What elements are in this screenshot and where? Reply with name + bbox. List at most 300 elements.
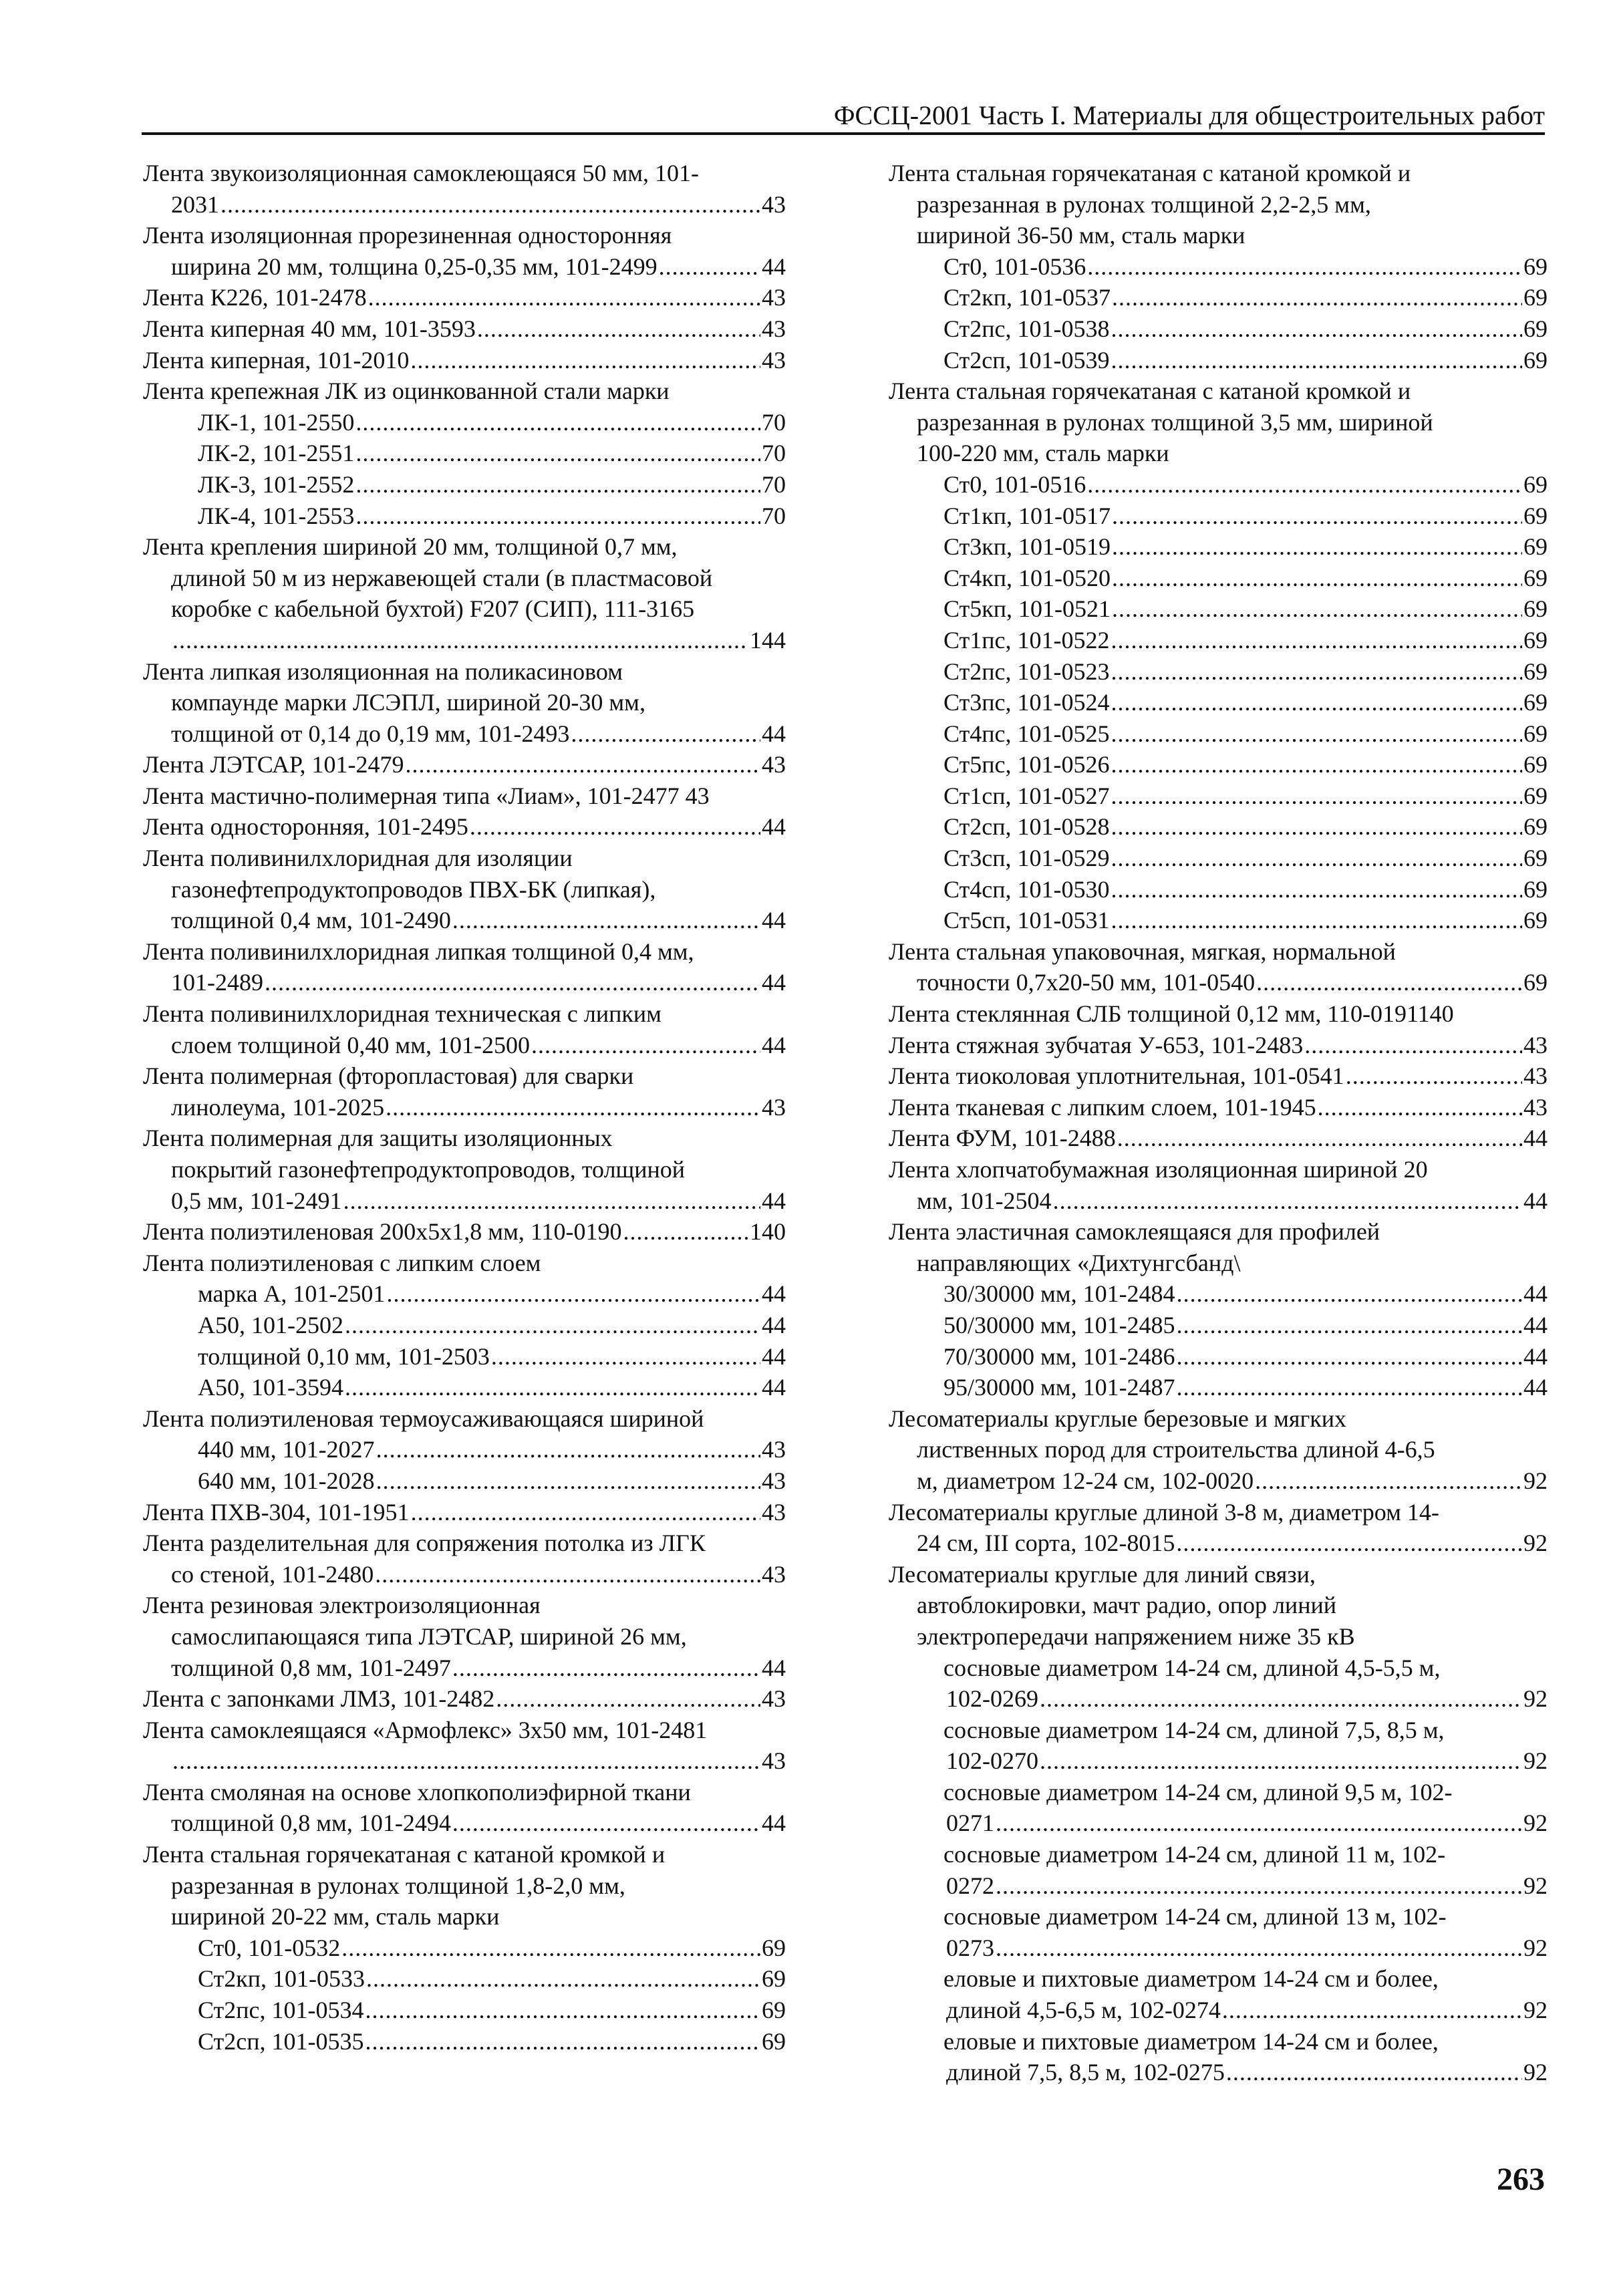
index-entry-text: Лента самоклеящаяся «Армофлекс» 3х50 мм, 101-2481 [143,1716,708,1743]
index-page-ref: 92 [1523,1997,1548,2024]
index-entry-text: Лента ПХВ-304, 101-1951 [143,1498,410,1526]
index-page-ref: 69 [1523,470,1548,498]
index-entry-text: длиной 50 м из нержавеющей стали (в пластмасовой [171,564,713,591]
index-line [143,1341,786,1373]
index-line [143,1932,786,1964]
index-line [143,1995,786,2026]
index-entry-text: Ст3сп, 101-0529 [943,845,1110,872]
dot-leader [345,1372,760,1403]
index-line [889,1030,1548,1061]
index-line [889,1310,1548,1341]
index-entry-text: Лента смоляная на основе хлопкополиэфирной ткани [143,1778,691,1806]
index-page-ref: 69 [1523,346,1548,374]
dot-leader [1111,780,1522,812]
index-line [143,469,786,500]
dot-leader [1177,1278,1522,1310]
dot-leader [265,967,760,998]
index-entry-text: Лента полимерная для защиты изоляционных [143,1125,613,1152]
index-entry-text: сосновые диаметром 14-24 см, длиной 9,5 м, 102- [943,1778,1453,1806]
index-line [143,1092,786,1123]
dot-leader [1111,625,1522,656]
index-line [889,1901,1548,1932]
index-entry-text: Лента полимерная (фторопластовая) для сварки [143,1062,634,1090]
index-line [889,563,1548,594]
index-entry-text: Лента тканевая с липким слоем, 101-1945 [889,1093,1316,1121]
dot-leader [531,1030,760,1061]
index-entry-text: Лента полиэтиленовая 200х5х1,8 мм, 110-0190 [143,1218,622,1246]
index-line [143,1310,786,1341]
index-line [889,1715,1548,1746]
index-entry-text: Лесоматериалы круглые для линий связи, [889,1560,1316,1588]
index-line [143,656,786,688]
index-entry-text: Ст1сп, 101-0527 [943,782,1110,809]
dot-leader [345,1310,760,1341]
index-line [143,967,786,998]
index-entry-text: ширина 20 мм, толщина 0,25-0,35 мм, 101-2499 [171,253,658,280]
index-entry-text: ЛК-4, 101-2553 [198,502,355,529]
index-line [143,1248,786,1279]
index-entry-text: 2031 [171,190,219,218]
index-entry-text: слоем толщиной 0,40 мм, 101-2500 [171,1031,530,1058]
index-entry-text: 30/30000 мм, 101-2484 [943,1280,1175,1308]
index-entry-text: Ст2пс, 101-0534 [198,1997,364,2024]
index-entry-text: Ст1пс, 101-0522 [943,626,1110,654]
dot-leader [1111,687,1522,718]
dot-leader [1111,345,1522,376]
index-entry-text: сосновые диаметром 14-24 см, длиной 7,5, 8,5 м, [943,1716,1445,1743]
index-line [143,1808,786,1839]
index-page-ref: 69 [1523,969,1548,996]
index-page-ref: 43 [762,190,786,218]
index-line [889,1745,1548,1777]
index-line [889,874,1548,905]
index-page-ref: 69 [762,1934,786,1961]
index-line [143,1123,786,1154]
index-entry-text: Лента стеклянная СЛБ толщиной 0,12 мм, 110-0191140 [889,1000,1454,1028]
index-line [889,1403,1548,1435]
index-line [143,1963,786,1995]
dot-leader [1111,874,1522,905]
dot-leader [172,1745,760,1777]
index-line [889,843,1548,874]
index-page-ref: 44 [762,1311,786,1338]
index-entry-text: Лента звукоизоляционная самоклеющаяся 50 мм, 101- [143,160,699,186]
index-page-ref: 69 [1523,658,1548,685]
index-line [143,1372,786,1403]
index-entry-text: еловые и пихтовые диаметром 14-24 см и более, [943,1965,1439,1993]
dot-leader [996,1932,1522,1964]
index-entry-text: автоблокировки, мачт радио, опор линий [917,1592,1336,1619]
header-rule [142,132,1545,135]
index-line [143,220,786,251]
index-line [143,1528,786,1559]
index-entry-text: Ст2кп, 101-0533 [198,1965,366,1993]
index-page-ref: 44 [762,1187,786,1214]
index-entry-text: самослипающаяся типа ЛЭТСАР, шириной 26 мм, [171,1622,687,1650]
index-entry-text: Лесоматериалы круглые березовые и мягких [889,1405,1346,1432]
index-entry-text: м, диаметром 12-24 см, 102-0020 [917,1467,1254,1494]
index-entry-text: еловые и пихтовые диаметром 14-24 см и более, [943,2027,1439,2055]
index-line [889,656,1548,688]
index-page-ref: 69 [1523,626,1548,654]
index-page-ref: 92 [1523,1810,1548,1837]
index-line [143,1839,786,1870]
index-line [143,687,786,718]
index-line [143,407,786,438]
index-page-ref: 70 [762,502,786,529]
dot-leader [366,1963,760,1995]
dot-leader [1040,1683,1522,1715]
index-line [889,1060,1548,1092]
index-entry-text: Ст5кп, 101-0521 [943,595,1111,623]
index-entry-text: 0272 [946,1872,994,1899]
index-page-ref: 44 [762,813,786,841]
index-entry-text: компаунде марки ЛСЭПЛ, шириной 20-30 мм, [171,689,645,716]
index-entry-text: 50/30000 мм, 101-2485 [943,1311,1175,1338]
dot-leader [470,811,760,843]
index-entry-text: направляющих «Дихтунгсбанд\ [917,1249,1241,1276]
index-line [889,1123,1548,1154]
index-page-ref: 44 [762,1810,786,1837]
dot-leader [1112,593,1522,625]
index-page-ref: 69 [1523,782,1548,809]
index-entry-text: 0,5 мм, 101-2491 [171,1187,342,1214]
dot-leader [1111,905,1522,936]
index-line [889,625,1548,656]
index-line [889,2057,1548,2088]
index-line [143,345,786,376]
index-page-ref: 69 [1523,689,1548,716]
index-entry-text: Лента с запонками ЛМЗ, 101-2482 [143,1685,495,1713]
index-line [143,936,786,968]
index-entry-text: шириной 20-22 мм, сталь марки [171,1903,500,1930]
index-entry-text: Ст2сп, 101-0535 [198,2027,364,2055]
index-entry-text: Ст4кп, 101-0520 [943,564,1111,591]
index-line [143,313,786,345]
index-line [889,1683,1548,1715]
index-page-ref: 44 [762,253,786,280]
index-line [889,593,1548,625]
dot-leader [1111,718,1522,750]
index-line [143,1559,786,1590]
index-entry-text: коробке с кабельной бухтой) F207 (СИП), 111-3165 [171,595,695,623]
index-line [143,1216,786,1248]
dot-leader [341,1932,760,1964]
index-line [889,220,1548,251]
index-line [143,1621,786,1653]
index-entry-text: Лента крепежная ЛК из оцинкованной стали марки [143,378,670,405]
index-line [143,1030,786,1061]
index-entry-text: точности 0,7х20-50 мм, 101-0540 [917,969,1256,996]
index-line [143,1870,786,1902]
dot-leader [355,438,760,469]
index-line [889,531,1548,563]
index-page-ref: 43 [762,751,786,778]
index-page-ref: 69 [762,1965,786,1993]
index-page-ref: 43 [762,1747,786,1775]
index-page-ref: 43 [762,1436,786,1463]
index-line [143,1497,786,1528]
index-entry-text: 100-220 мм, сталь марки [917,440,1169,467]
index-entry-text: Ст5сп, 101-0531 [943,907,1110,934]
dot-leader [366,1995,760,2026]
index-entry-text: Лента киперная 40 мм, 101-3593 [143,315,476,342]
index-line [143,158,786,189]
dot-leader [996,1870,1522,1902]
index-entry-text: Ст3кп, 101-0519 [943,533,1111,561]
index-line [143,282,786,313]
index-entry-text: Лента стяжная зубчатая У-653, 101-2483 [889,1031,1304,1058]
index-page-ref: 69 [1523,564,1548,591]
dot-leader [355,469,760,500]
index-entry-text: толщиной 0,4 мм, 101-2490 [171,907,451,934]
index-line [143,1060,786,1092]
dot-leader [1222,1995,1522,2026]
dot-leader [1087,469,1522,500]
dot-leader [411,1497,760,1528]
index-page-ref: 44 [762,969,786,996]
index-line [889,407,1548,438]
dot-leader [1112,531,1522,563]
index-entry-text: Ст5пс, 101-0526 [943,751,1110,778]
index-column-left [143,158,786,2057]
index-line [143,625,786,656]
dot-leader [172,625,748,656]
index-line [889,2026,1548,2057]
index-entry-text: Лента стальная горячекатаная с катаной кромкой и [889,160,1411,186]
index-page-ref: 69 [762,2027,786,2055]
index-line [143,1745,786,1777]
index-entry-text: толщиной 0,8 мм, 101-2497 [171,1654,451,1681]
index-line [889,1870,1548,1902]
index-line [143,1777,786,1808]
index-line [143,438,786,469]
dot-leader [1112,282,1522,313]
index-line [889,1621,1548,1653]
index-page-ref: 92 [1523,1685,1548,1713]
dot-leader [1111,313,1522,345]
index-line [143,2026,786,2057]
index-line [889,469,1548,500]
index-line [143,1901,786,1932]
index-line [889,500,1548,532]
dot-leader [386,1278,760,1310]
index-page-ref: 44 [762,1374,786,1401]
dot-leader [452,1653,760,1684]
index-line [143,251,786,283]
dot-leader [355,407,760,438]
index-entry-text: длиной 4,5-6,5 м, 102-0274 [946,1997,1221,2024]
index-line [889,905,1548,936]
index-page-ref: 44 [1523,1280,1548,1308]
index-column-right [889,158,1548,2088]
index-page-ref: 44 [762,907,786,934]
index-entry-text: Лента стальная горячекатаная с катаной кромкой и [889,378,1411,405]
index-entry-text: сосновые диаметром 14-24 см, длиной 4,5-5,5 м, [943,1654,1441,1681]
dot-leader [1255,1465,1522,1497]
index-line [889,438,1548,469]
index-entry-text: Лента крепления шириной 20 мм, толщиной 0,7 мм, [143,533,678,561]
index-entry-text: Лента стальная горячекатаная с катаной кромкой и [143,1841,666,1868]
index-page-ref: 69 [762,1997,786,2024]
index-entry-text: со стеной, 101-2480 [171,1560,374,1588]
index-entry-text: сосновые диаметром 14-24 см, длиной 11 м, 102- [943,1841,1446,1868]
index-line [143,500,786,532]
dot-leader [1177,1310,1522,1341]
index-page-ref: 69 [1523,813,1548,841]
dot-leader [496,1683,760,1715]
index-line [889,282,1548,313]
index-line [889,1434,1548,1465]
index-page-ref: 70 [762,440,786,467]
index-line [143,563,786,594]
dot-leader [452,905,760,936]
index-page-ref: 43 [762,284,786,311]
index-entry-text: А50, 101-2502 [198,1311,343,1338]
index-line [143,718,786,750]
index-entry-text: 24 см, III сорта, 102-8015 [917,1530,1175,1557]
index-page-ref: 44 [1523,1311,1548,1338]
index-entry-text: Лента резиновая электроизоляционная [143,1592,541,1619]
index-page-ref: 44 [762,1342,786,1370]
index-line [143,1154,786,1185]
index-line [143,189,786,221]
index-page-ref: 44 [1523,1187,1548,1214]
index-page-ref: 44 [1523,1342,1548,1370]
dot-leader [366,2026,760,2057]
dot-leader [410,345,760,376]
dot-leader [1111,656,1522,688]
dot-leader [1256,967,1522,998]
dot-leader [1053,1185,1522,1217]
index-entry-text: мм, 101-2504 [917,1187,1052,1214]
index-entry-text: Лента ФУМ, 101-2488 [889,1125,1116,1152]
index-line [143,531,786,563]
index-entry-text: газонефтепродуктопроводов ПВХ-БК (липкая), [171,875,656,903]
index-entry-text: 102-0270 [946,1747,1038,1775]
index-entry-text: Ст2сп, 101-0539 [943,346,1110,374]
index-page-ref: 69 [1523,502,1548,529]
index-page-ref: 43 [762,1498,786,1526]
index-line [889,1590,1548,1621]
index-entry-text: Лента поливинилхлоридная техническая с липким [143,1000,662,1028]
index-entry-text: разрезанная в рулонах толщиной 1,8-2,0 мм, [171,1872,625,1899]
index-page-ref: 44 [762,1654,786,1681]
dot-leader [1111,843,1522,874]
index-entry-text: Лента разделительная для сопряжения потолка из ЛГК [143,1530,706,1557]
index-page-ref: 43 [762,1093,786,1121]
index-line [889,1497,1548,1528]
index-entry-text: марка А, 101-2501 [198,1280,386,1308]
index-page-ref: 69 [1523,533,1548,561]
index-line [889,749,1548,780]
index-page-ref: 92 [1523,1530,1548,1557]
index-page-ref: 69 [1523,284,1548,311]
index-line [143,1590,786,1621]
index-page-ref: 44 [762,720,786,747]
dot-leader [1040,1745,1522,1777]
index-entry-text: ЛК-3, 101-2552 [198,470,355,498]
dot-leader [1176,1528,1522,1559]
index-line [143,811,786,843]
dot-leader [376,1465,760,1497]
index-entry-text: Лента киперная, 101-2010 [143,346,410,374]
index-page-ref: 69 [1523,315,1548,342]
index-page-ref: 140 [750,1218,786,1246]
index-line [889,718,1548,750]
index-entry-text: 101-2489 [171,969,263,996]
running-header: ФССЦ-2001 Часть I. Материалы для общестроительных работ [833,100,1545,130]
index-page-ref: 44 [1523,1125,1548,1152]
index-line [143,1653,786,1684]
index-line [889,811,1548,843]
index-line [143,376,786,407]
index-entry-text: Ст0, 101-0532 [198,1934,341,1961]
index-entry-text: сосновые диаметром 14-24 см, длиной 13 м, 102- [943,1903,1447,1930]
index-entry-text: Ст2пс, 101-0523 [943,658,1110,685]
index-line [143,1715,786,1746]
index-page-ref: 69 [1523,845,1548,872]
index-line [889,1932,1548,1964]
index-line [889,1465,1548,1497]
index-entry-text: Ст4пс, 101-0525 [943,720,1110,747]
page-number: 263 [1497,2162,1545,2197]
index-entry-text: 70/30000 мм, 101-2486 [943,1342,1175,1370]
index-entry-text: Ст2пс, 101-0538 [943,315,1110,342]
index-entry-text: покрытий газонефтепродуктопроводов, толщиной [171,1156,686,1183]
dot-leader [1346,1060,1522,1092]
index-line [889,1216,1548,1248]
index-entry-text: Лента хлопчатобумажная изоляционная шириной 20 [889,1156,1428,1183]
index-entry-text: разрезанная в рулонах толщиной 3,5 мм, шириной [917,408,1433,436]
index-page-ref: 44 [762,1280,786,1308]
dot-leader [375,1559,760,1590]
index-entry-text: Лента изоляционная прорезиненная односторонняя [143,222,672,249]
index-entry-text: толщиной 0,8 мм, 101-2494 [171,1810,451,1837]
index-line [143,593,786,625]
index-entry-text: Лента поливинилхлоридная для изоляции [143,845,573,872]
dot-leader [452,1808,760,1839]
index-entry-text: 440 мм, 101-2027 [198,1436,375,1463]
index-line [889,345,1548,376]
index-entry-text: 640 мм, 101-2028 [198,1467,375,1494]
index-line [889,1185,1548,1217]
index-line [143,780,786,812]
index-line [889,251,1548,283]
dot-leader [1112,500,1522,532]
index-line [143,843,786,874]
dot-leader [659,251,760,283]
index-page-ref: 70 [762,408,786,436]
index-entry-text: Ст4сп, 101-0530 [943,875,1110,903]
index-page-ref: 44 [762,1031,786,1058]
index-line [889,1808,1548,1839]
dot-leader [1111,749,1522,780]
index-page-ref: 92 [1523,1934,1548,1961]
index-page-ref: 92 [1523,2059,1548,2086]
index-entry-text: Лента односторонняя, 101-2495 [143,813,468,841]
index-entry-text: Лента эластичная самоклеящаяся для профилей [889,1218,1380,1246]
index-line [889,936,1548,968]
index-entry-text: Ст3пс, 101-0524 [943,689,1110,716]
index-entry-text: А50, 101-3594 [198,1374,343,1401]
index-line [889,780,1548,812]
index-entry-text: шириной 36-50 мм, сталь марки [917,222,1246,249]
index-line [889,158,1548,189]
index-entry-text: длиной 7,5, 8,5 м, 102-0275 [946,2059,1225,2086]
index-page-ref: 43 [1523,1031,1548,1058]
dot-leader [1177,1341,1522,1373]
